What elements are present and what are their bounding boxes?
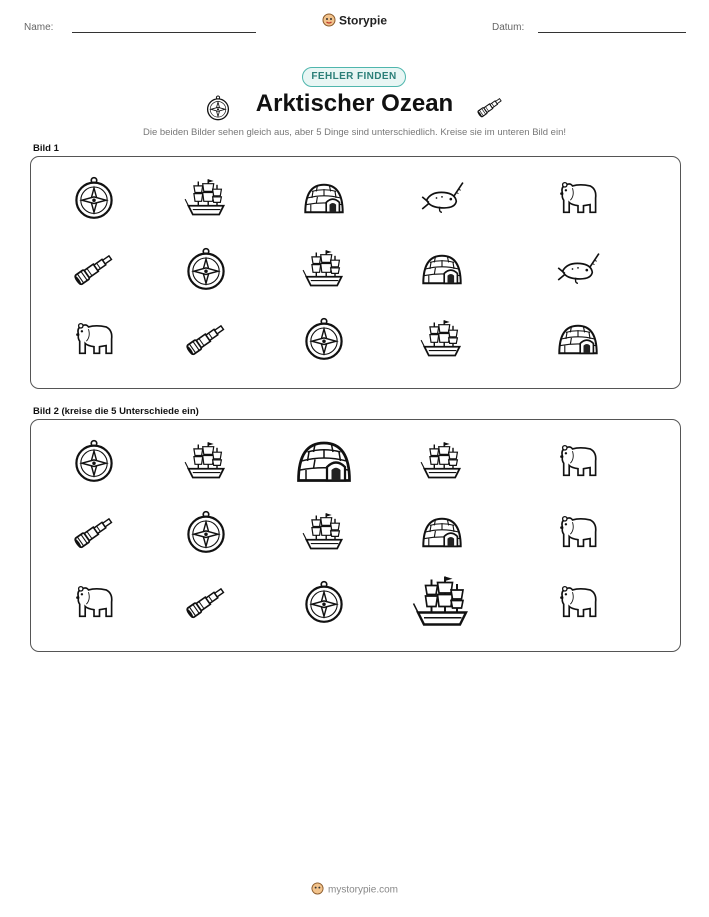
name-field[interactable] (72, 32, 256, 33)
brand-name: Storypie (338, 13, 387, 28)
narwhal-icon (556, 247, 600, 291)
spyglass-icon (184, 580, 228, 624)
spyglass-title-icon (474, 93, 506, 126)
grid2-item-bear[interactable] (64, 574, 124, 630)
grid2-item-ship[interactable] (412, 433, 472, 489)
grid2-item-compass[interactable] (64, 433, 124, 489)
grid1-item-spyglass (176, 311, 236, 367)
grid1-item-narwhal (412, 170, 472, 226)
spyglass-icon (72, 247, 116, 291)
igloo-icon (420, 510, 464, 554)
spyglass-icon (184, 317, 228, 361)
spyglass-icon (72, 510, 116, 554)
grid2-item-igloo-large[interactable] (294, 433, 354, 489)
picture2-label: Bild 2 (kreise die 5 Unterschiede ein) (33, 406, 199, 417)
compass-icon (184, 510, 228, 554)
compass-icon (302, 580, 346, 624)
ship-icon (302, 510, 346, 554)
ship-icon (420, 317, 464, 361)
grid2-item-ship[interactable] (294, 504, 354, 560)
bear-icon (556, 510, 600, 554)
footer-url[interactable]: mystorypie.com (327, 884, 398, 896)
instructions: Die beiden Bilder sehen gleich aus, aber 5 Dinge sind unterschiedlich. Kreise sie im unteren Bild ein! (143, 127, 566, 138)
storypie-logo-icon (322, 13, 336, 30)
ship-icon (302, 247, 346, 291)
storypie-footer-icon (311, 882, 324, 898)
ship-icon (412, 572, 472, 632)
grid1-item-igloo (412, 241, 472, 297)
grid2-item-bear[interactable] (548, 433, 608, 489)
compass-icon (302, 317, 346, 361)
ship-icon (184, 176, 228, 220)
igloo-icon (302, 176, 346, 220)
ship-icon (184, 439, 228, 483)
compass-icon (72, 176, 116, 220)
name-label: Name: (24, 22, 54, 33)
grid2-item-spyglass[interactable] (64, 504, 124, 560)
grid1-item-ship (176, 170, 236, 226)
grid1-item-igloo (548, 311, 608, 367)
picture1-label: Bild 1 (33, 143, 59, 154)
brand (0, 13, 709, 30)
grid1-item-narwhal (548, 241, 608, 297)
bear-icon (556, 176, 600, 220)
igloo-icon (556, 317, 600, 361)
grid2-item-bear[interactable] (548, 504, 608, 560)
grid2-item-compass[interactable] (294, 574, 354, 630)
bear-icon (556, 580, 600, 624)
narwhal-icon (420, 176, 464, 220)
grid1-item-compass (176, 241, 236, 297)
activity-badge: FEHLER FINDEN (302, 67, 406, 87)
grid1-item-igloo (294, 170, 354, 226)
grid2-item-igloo[interactable] (412, 504, 472, 560)
grid1-item-bear (64, 311, 124, 367)
grid2-item-ship-large[interactable] (412, 574, 472, 630)
grid1-item-spyglass (64, 241, 124, 297)
igloo-icon (294, 431, 354, 491)
bear-icon (556, 439, 600, 483)
compass-icon (184, 247, 228, 291)
grid2-item-bear[interactable] (548, 574, 608, 630)
date-field[interactable] (538, 32, 686, 33)
bear-icon (72, 317, 116, 361)
grid2-item-compass[interactable] (176, 504, 236, 560)
igloo-icon (420, 247, 464, 291)
footer (0, 882, 709, 898)
date-label: Datum: (492, 22, 525, 33)
grid2-item-ship[interactable] (176, 433, 236, 489)
grid2-item-spyglass[interactable] (176, 574, 236, 630)
grid1-item-ship (294, 241, 354, 297)
compass-icon (72, 439, 116, 483)
grid1-item-ship (412, 311, 472, 367)
grid1-item-bear (548, 170, 608, 226)
ship-icon (420, 439, 464, 483)
grid1-item-compass (294, 311, 354, 367)
grid1-item-compass (64, 170, 124, 226)
bear-icon (72, 580, 116, 624)
page-title: Arktischer Ozean (255, 90, 454, 117)
